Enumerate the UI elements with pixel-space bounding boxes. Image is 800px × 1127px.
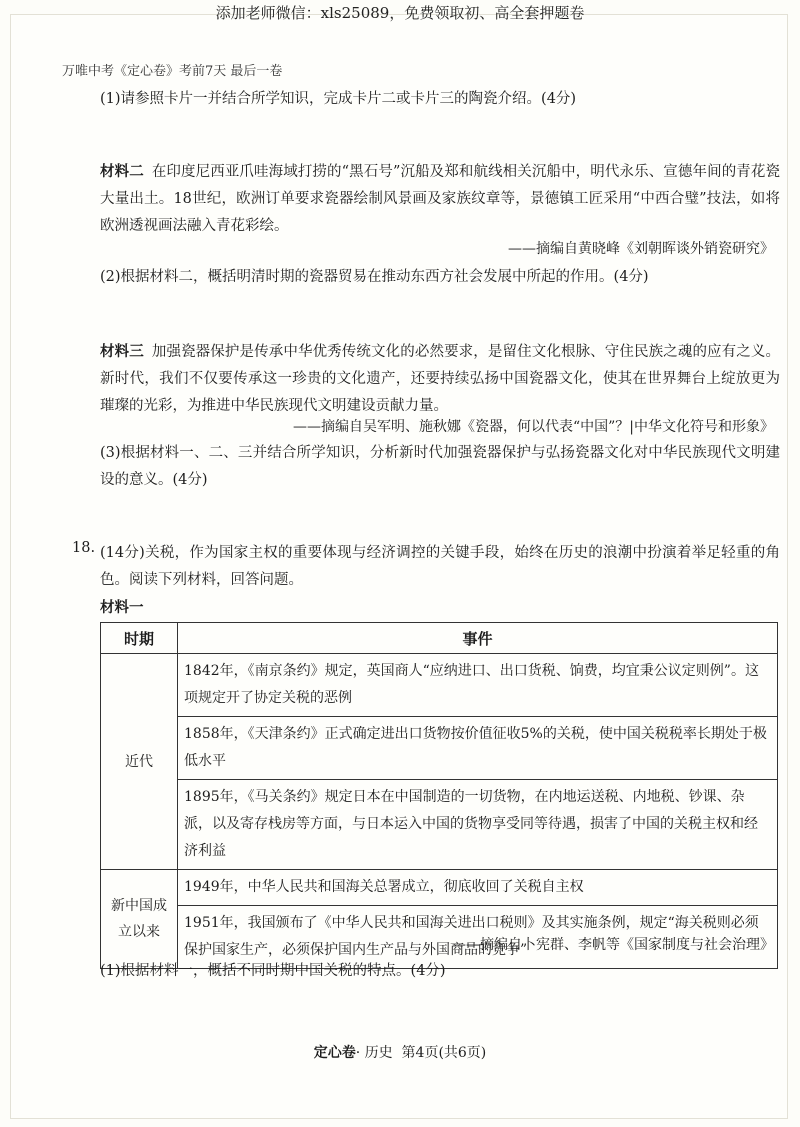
q18-number: 18.	[72, 540, 96, 556]
footer-page-number: 第4页(共6页)	[401, 1045, 487, 1061]
material2-text: 在印度尼西亚爪哇海域打捞的“黑石号”沉船及郑和航线相关沉船中，明代永乐、宣德年间的青花瓷大量出土。18世纪，欧洲订单要求瓷器绘制风景画及家族纹章等，景德镇工匠采用“中西合璧”技法，如将欧洲透视画法融入青花彩绘。	[100, 164, 781, 234]
material3-text: 加强瓷器保护是传承中华优秀传统文化的必然要求，是留住文化根脉、守住民族之魂的应有之义。新时代，我们不仅要传承这一珍贵的文化遗产，还要持续弘扬中国瓷器文化，使其在世界舞台上绽放更为璀璨的光彩，为推进中华民族现代文明建设贡献力量。	[100, 344, 781, 414]
event-1949: 1949年，中华人民共和国海关总署成立，彻底收回了关税自主权	[178, 870, 778, 906]
q18-sub1: (1)根据材料一，概括不同时期中国关税的特点。(4分)	[100, 963, 446, 979]
table-row	[101, 780, 778, 870]
event-1842: 1842年，《南京条约》规定，英国商人“应纳进口、出口货税、饷费，均宜秉公议定则例”。这项规定开了协定关税的恶例	[178, 654, 778, 717]
material2-source: ——摘编自黄晓峰《刘朝晖谈外销瓷研究》	[508, 241, 774, 257]
q17-sub3: (3)根据材料一、二、三并结合所学知识，分析新时代加强瓷器保护与弘扬瓷器文化对中华民族现代文明建设的意义。(4分)	[100, 445, 780, 488]
watermark-text: 添加老师微信：xls25089，免费领取初、高全套押题卷	[215, 4, 585, 22]
event-1951: 1951年，我国颁布了《中华人民共和国海关进出口税则》及其实施条例，规定“海关税则必须保护国家生产，必须保护国内生产品与外国商品的竞争”	[178, 906, 778, 969]
material2-label: 材料二	[100, 163, 144, 180]
table-row	[101, 654, 778, 717]
table-row	[101, 870, 778, 906]
q18-material1-label: 材料一	[100, 599, 144, 616]
q17-sub2: (2)根据材料二，概括明清时期的瓷器贸易在推动东西方社会发展中所起的作用。(4分)	[100, 269, 649, 285]
col-event-header: 事件	[178, 623, 778, 654]
table-header-row	[101, 623, 778, 654]
table-source: ——摘编自卜宪群、李帆等《国家制度与社会治理》	[452, 937, 774, 953]
exam-header: 万唯中考《定心卷》考前7天 最后一卷	[62, 64, 283, 79]
footer-subject: · 历史	[355, 1045, 393, 1061]
table-row	[101, 717, 778, 780]
material3-label: 材料三	[100, 343, 144, 360]
material3-source: ——摘编自吴军明、施秋娜《瓷器，何以代表“中国”？|中华文化符号和形象》	[292, 419, 774, 435]
q17-material2	[100, 158, 780, 240]
tariff-table	[100, 622, 778, 969]
footer-brand: 定心卷	[313, 1045, 356, 1061]
period-modern: 近代	[101, 654, 178, 870]
page-footer	[0, 1042, 800, 1062]
col-period-header: 时期	[101, 623, 178, 654]
q17-material3	[100, 338, 780, 420]
event-1895: 1895年，《马关条约》规定日本在中国制造的一切货物，在内地运送税、内地税、钞课、杂派，以及寄存栈房等方面，与日本运入中国的货物享受同等待遇，损害了中国的关税主权和经济利益	[178, 780, 778, 870]
q17-sub1: (1)请参照卡片一并结合所学知识，完成卡片二或卡片三的陶瓷介绍。(4分)	[100, 91, 577, 107]
event-1858: 1858年，《天津条约》正式确定进出口货物按价值征收5%的关税，使中国关税税率长期处于极低水平	[178, 717, 778, 780]
period-new-china: 新中国成立以来	[101, 870, 178, 969]
q18-intro: (14分)关税，作为国家主权的重要体现与经济调控的关键手段，始终在历史的浪潮中扮演着举足轻重的角色。阅读下列材料，回答问题。	[100, 545, 780, 588]
